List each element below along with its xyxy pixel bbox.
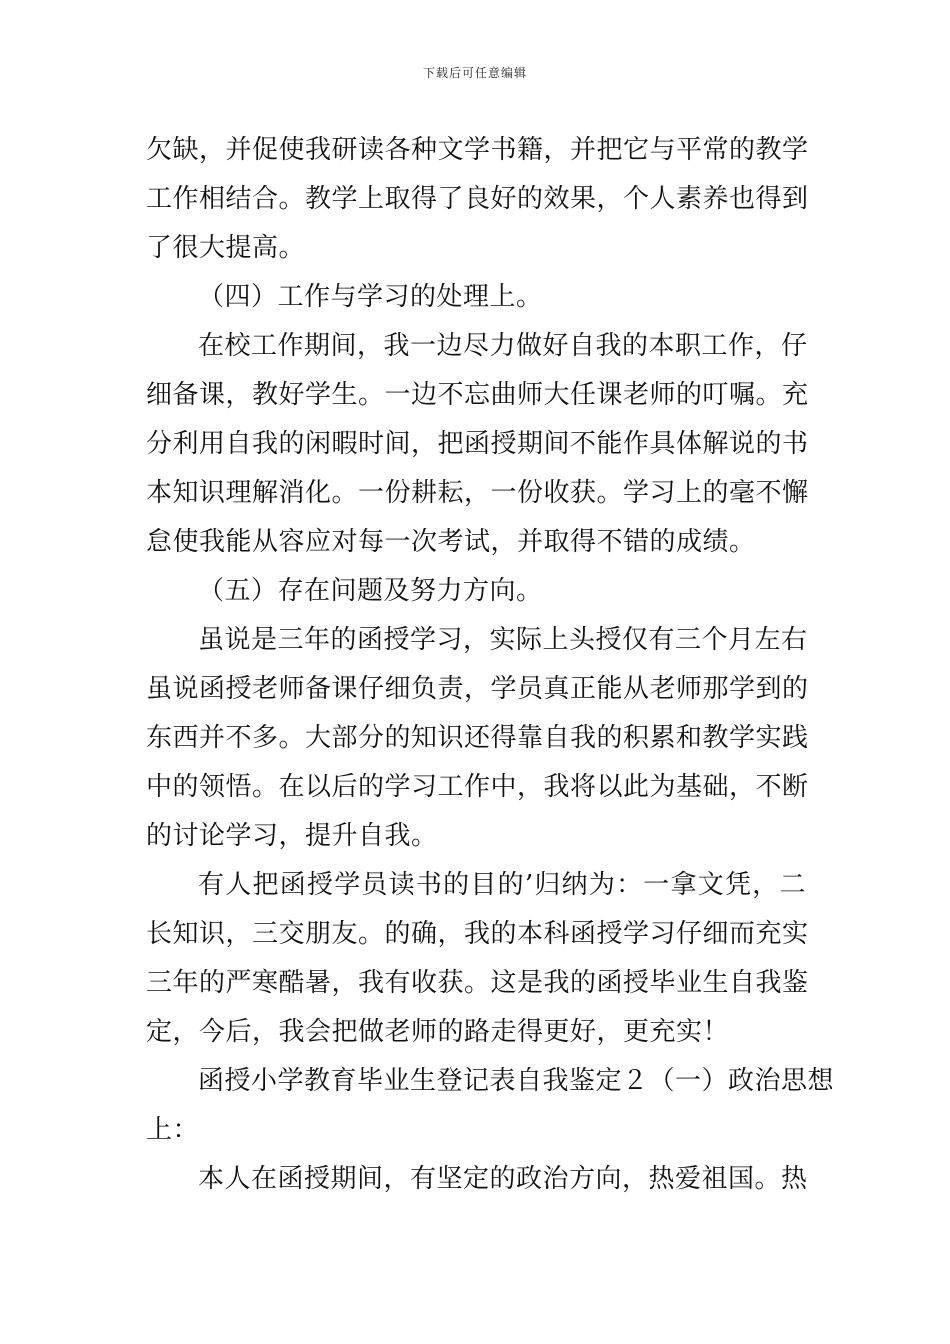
- text-line: 细备课，教好学生。一边不忘曲师大任课老师的叮嘱。充: [146, 380, 809, 410]
- text-line: 函授小学教育毕业生登记表自我鉴定２（一）政治思想: [198, 1066, 835, 1096]
- text-line: 本知识理解消化。一份耕耘，一份收获。学习上的毫不懈: [146, 478, 809, 508]
- text-line: 的讨论学习，提升自我。: [146, 821, 438, 851]
- document-body: [146, 126, 835, 1204]
- text-line: 长知识，三交朋友。的确，我的本科函授学习仔细而充实: [146, 919, 809, 949]
- text-line: 东西并不多。大部分的知识还得靠自我的积累和教学实践: [146, 723, 809, 753]
- text-line: 三年的严寒酷暑，我有收获。这是我的函授毕业生自我鉴: [146, 968, 809, 998]
- text-line: 在校工作期间，我一边尽力做好自我的本职工作，仔: [198, 331, 808, 361]
- text-line: 虽说函授老师备课仔细负责，学员真正能从老师那学到的: [146, 674, 809, 704]
- text-line: 欠缺，并促使我研读各种文学书籍，并把它与平常的教学: [146, 135, 809, 165]
- text-line: 中的领悟。在以后的学习工作中，我将以此为基础，不断: [146, 772, 809, 802]
- section-heading: （四）工作与学习的处理上。: [198, 282, 543, 312]
- text-line: 本人在函授期间，有坚定的政治方向，热爱祖国。热: [198, 1164, 808, 1194]
- text-line: 工作相结合。教学上取得了良好的效果，个人素养也得到: [146, 184, 809, 214]
- text-line: 上：: [146, 1115, 200, 1145]
- text-line: 有人把函授学员读书的目的’归纳为：一拿文凭，二: [198, 870, 806, 900]
- section-heading: （五）存在问题及努力方向。: [198, 576, 543, 606]
- text-line: 了很大提高。: [146, 233, 306, 263]
- page-header: 下载后可任意编辑: [422, 66, 527, 80]
- text-line: 怠使我能从容应对每一次考试，并取得不错的成绩。: [146, 527, 756, 557]
- text-line: 定，今后，我会把做老师的路走得更好，更充实！: [146, 1017, 730, 1047]
- text-line: 分利用自我的闲暇时间，把函授期间不能作具体解说的书: [146, 429, 809, 459]
- text-line: 虽说是三年的函授学习，实际上头授仅有三个月左右: [198, 625, 808, 655]
